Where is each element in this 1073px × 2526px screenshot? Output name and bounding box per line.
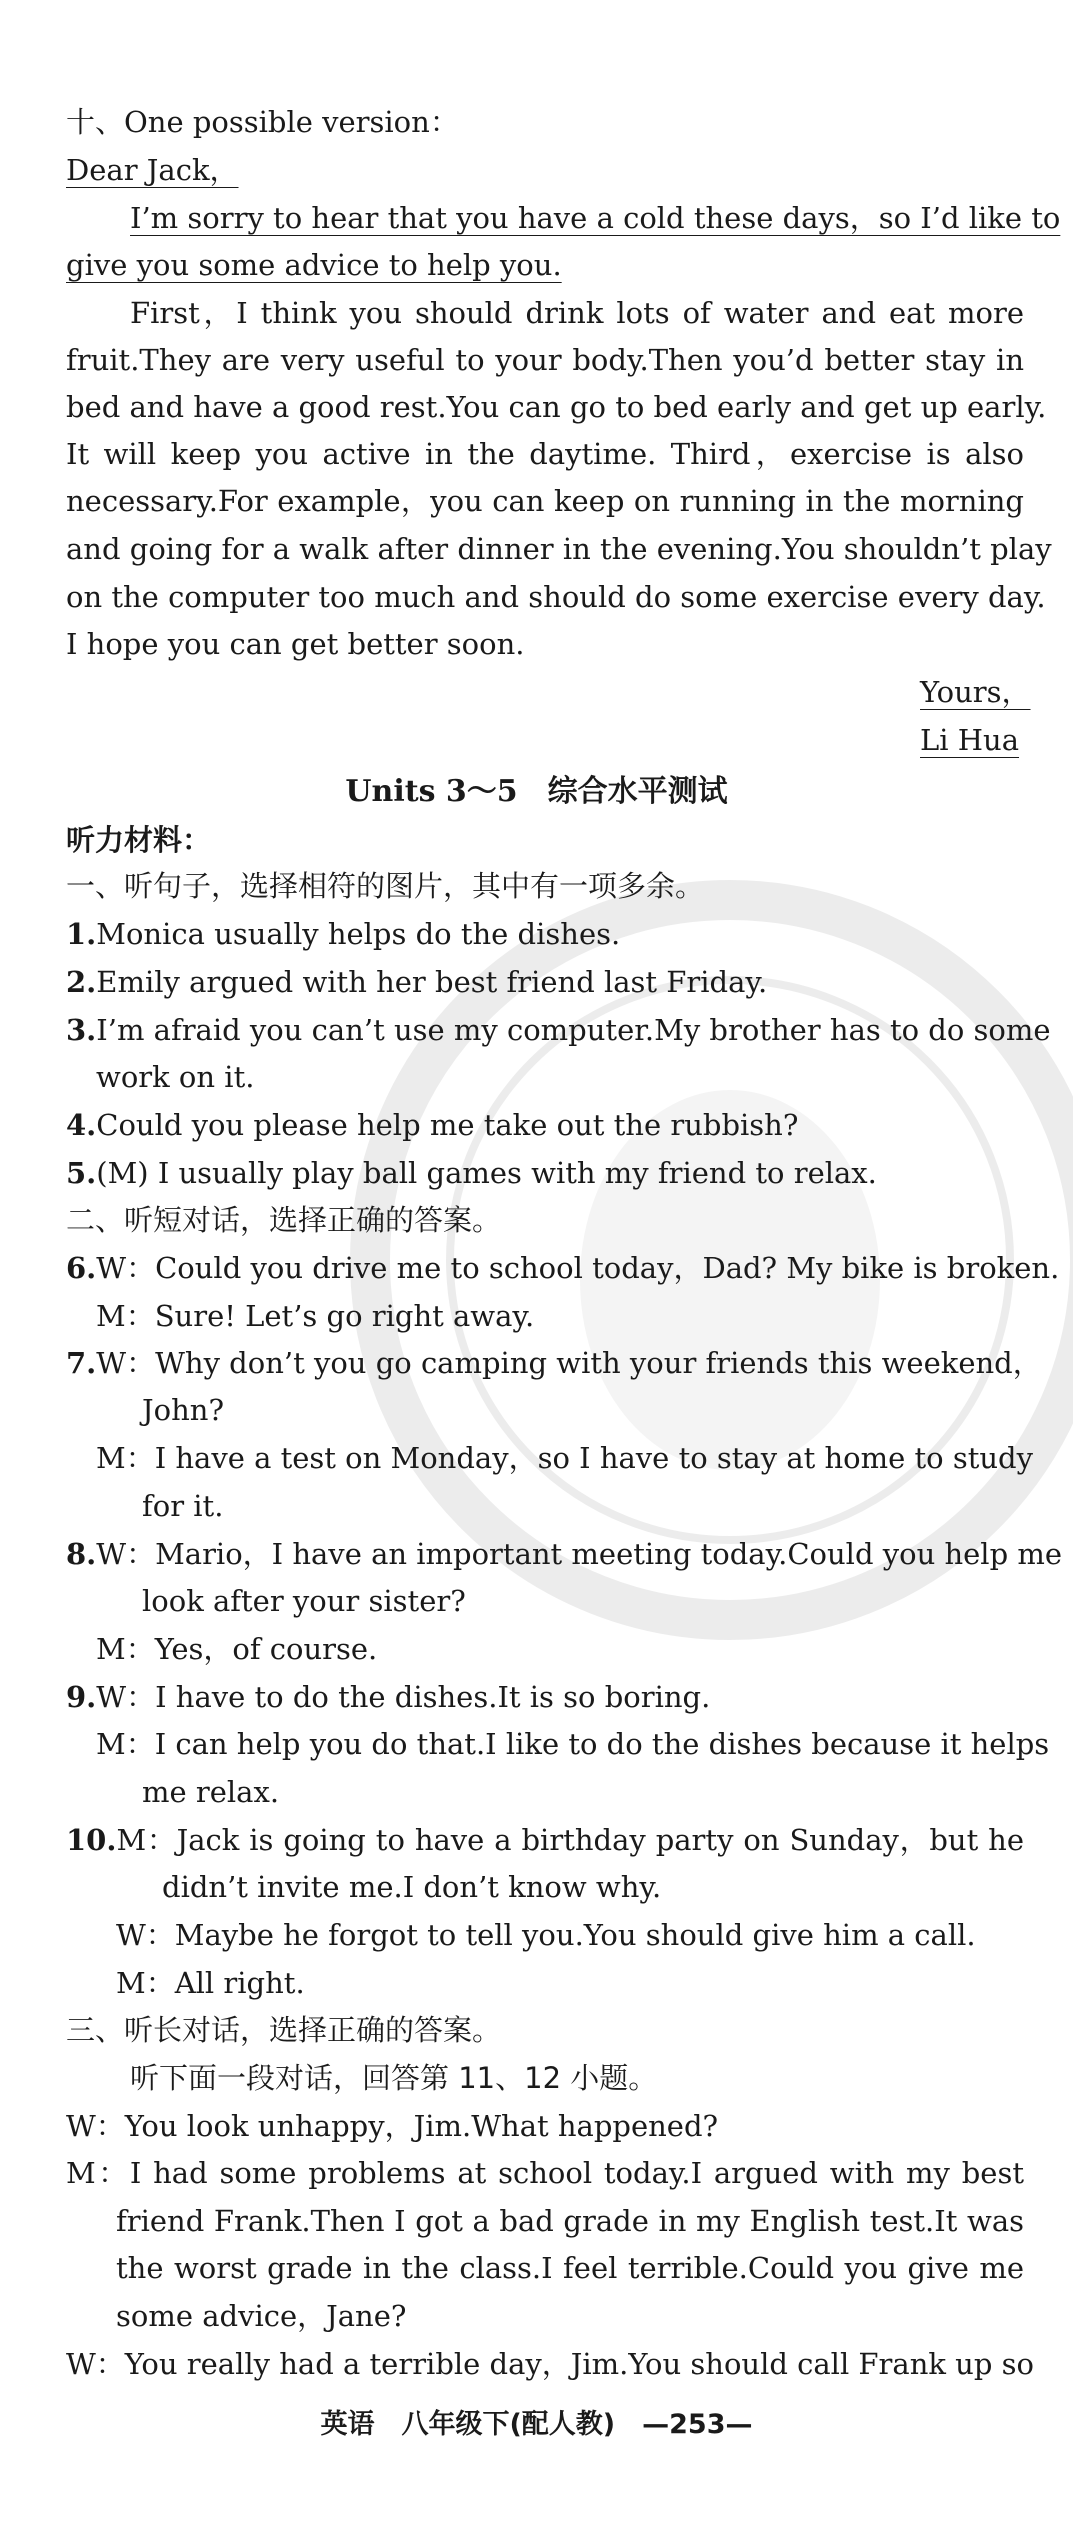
dialogue-text: W：I have to do the dishes.It is so boring. bbox=[96, 1680, 711, 1714]
page-footer: 英语 八年级下(配人教) —253— bbox=[320, 2409, 753, 2440]
dialogue-line bbox=[66, 1248, 1060, 1288]
question-item bbox=[66, 1010, 1051, 1050]
test-title: Units 3～5 综合水平测试 bbox=[345, 774, 728, 809]
dialogue-line: for it. bbox=[142, 1489, 224, 1523]
letter-closing: Yours， bbox=[920, 675, 1031, 709]
dialogue-text: W：Could you drive me to school today，Dad? My bike is broken. bbox=[96, 1251, 1060, 1285]
question-number: 7. bbox=[66, 1346, 97, 1380]
dialogue-line: the worst grade in the class.I feel terrible.Could you give me bbox=[116, 2251, 1024, 2285]
letter-salutation: Dear Jack， bbox=[66, 153, 239, 187]
dialogue-line: W：Maybe he forgot to tell you.You should give him a call. bbox=[116, 1918, 976, 1952]
letter-body-line: fruit.They are very useful to your body.Then you’d better stay in bbox=[66, 343, 1024, 377]
section-heading: 三、听长对话，选择正确的答案。 bbox=[66, 2013, 502, 2047]
dialogue-line bbox=[66, 1343, 1042, 1383]
question-number: 2. bbox=[66, 965, 97, 999]
letter-signature: Li Hua bbox=[920, 723, 1020, 757]
letter-body-line: on the computer too much and should do some exercise every day. bbox=[66, 580, 1046, 614]
dialogue-line: friend Frank.Then I got a bad grade in my English test.It was bbox=[116, 2204, 1024, 2238]
question-number: 5. bbox=[66, 1156, 97, 1190]
question-text: (M) I usually play ball games with my friend to relax. bbox=[96, 1156, 877, 1190]
dialogue-line bbox=[66, 1820, 1024, 1860]
dialogue-line: some advice，Jane? bbox=[116, 2299, 407, 2333]
question-number: 8. bbox=[66, 1537, 97, 1571]
letter-body-line: First，I think you should drink lots of water and eat more bbox=[130, 296, 1024, 330]
letter-intro-line: give you some advice to help you. bbox=[66, 248, 562, 282]
material-label: 听力材料： bbox=[66, 823, 212, 857]
letter-heading: 十、One possible version： bbox=[66, 105, 459, 139]
dialogue-line bbox=[66, 1677, 710, 1717]
dialogue-text: M：Jack is going to have a birthday party on Sunday，but he bbox=[116, 1823, 1024, 1857]
question-item bbox=[66, 1105, 798, 1145]
question-text: Could you please help me take out the rubbish? bbox=[96, 1108, 799, 1142]
dialogue-line: didn’t invite me.I don’t know why. bbox=[162, 1870, 662, 1904]
question-number: 3. bbox=[66, 1013, 97, 1047]
dialogue-line: M：I had some problems at school today.I argued with my best bbox=[66, 2156, 1024, 2190]
dialogue-line: W：You really had a terrible day，Jim.You should call Frank up so bbox=[66, 2347, 1034, 2381]
letter-intro-line: I’m sorry to hear that you have a cold these days，so I’d like to bbox=[130, 201, 1061, 235]
question-text-cont: work on it. bbox=[96, 1060, 255, 1094]
question-number: 4. bbox=[66, 1108, 97, 1142]
question-text: Monica usually helps do the dishes. bbox=[96, 917, 621, 951]
question-number: 10. bbox=[66, 1823, 117, 1857]
section-subheading: 听下面一段对话，回答第 11、12 小题。 bbox=[130, 2061, 658, 2095]
section-heading: 二、听短对话，选择正确的答案。 bbox=[66, 1203, 502, 1237]
dialogue-line: M：I have a test on Monday，so I have to stay at home to study bbox=[96, 1441, 1033, 1475]
letter-body-line: and going for a walk after dinner in the evening.You shouldn’t play bbox=[66, 532, 1052, 566]
dialogue-line: W：You look unhappy，Jim.What happened? bbox=[66, 2109, 719, 2143]
dialogue-line: look after your sister? bbox=[142, 1584, 466, 1618]
question-text: Emily argued with her best friend last Friday. bbox=[96, 965, 768, 999]
section-heading: 一、听句子，选择相符的图片，其中有一项多余。 bbox=[66, 869, 705, 903]
question-item bbox=[66, 962, 767, 1002]
dialogue-text: W：Why don’t you go camping with your friends this weekend， bbox=[96, 1346, 1042, 1380]
question-item bbox=[66, 1153, 877, 1193]
letter-body-line: I hope you can get better soon. bbox=[66, 627, 525, 661]
dialogue-line: me relax. bbox=[142, 1775, 280, 1809]
question-number: 6. bbox=[66, 1251, 97, 1285]
dialogue-line: M：I can help you do that.I like to do the dishes because it helps bbox=[96, 1727, 1050, 1761]
question-number: 9. bbox=[66, 1680, 97, 1714]
letter-body-line: necessary.For example，you can keep on running in the morning bbox=[66, 484, 1024, 518]
dialogue-line bbox=[66, 1534, 1063, 1574]
question-item bbox=[66, 914, 620, 954]
dialogue-text: W：Mario，I have an important meeting today.Could you help me bbox=[96, 1537, 1063, 1571]
letter-body-line: bed and have a good rest.You can go to bed early and get up early. bbox=[66, 390, 1047, 424]
dialogue-line: John? bbox=[142, 1393, 224, 1427]
question-number: 1. bbox=[66, 917, 97, 951]
dialogue-line: M：All right. bbox=[116, 1966, 305, 2000]
letter-body-line: It will keep you active in the daytime. Third，exercise is also bbox=[66, 437, 1024, 471]
question-text: I’m afraid you can’t use my computer.My brother has to do some bbox=[96, 1013, 1051, 1047]
dialogue-line: M：Yes，of course. bbox=[96, 1632, 378, 1666]
dialogue-line: M：Sure! Let’s go right away. bbox=[96, 1299, 535, 1333]
